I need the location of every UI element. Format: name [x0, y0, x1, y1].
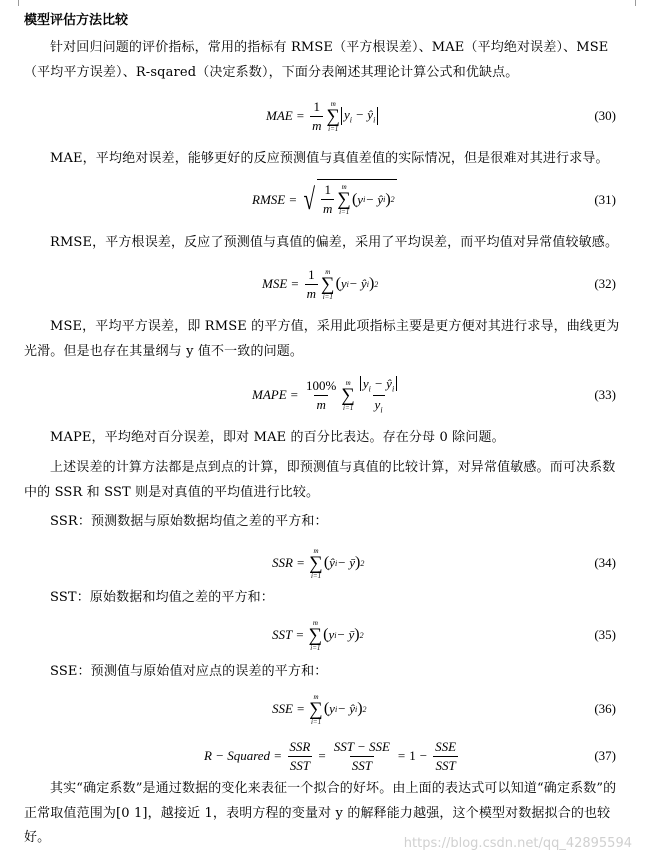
equation-sst: SST = m ∑ i=1 ( y i − ȳ ) 2 (35) — [272, 618, 616, 652]
eq-number-34: (34) — [594, 555, 616, 570]
sse-label: SSE：预测值与原始值对应点的误差的平方和： — [50, 664, 328, 679]
intro-paragraph: 针对回归问题的评价指标，常用的指标有 RMSE（平方根误差）、MAE（平均绝对误差）、MSE（平均平方误差）、R-sqared（决定系数），下面分表阐述其理论计算公式和优缺点。 — [24, 40, 609, 80]
eq-mse-lhs: MSE — [262, 276, 288, 291]
equation-mae: MAE = $\frac{1}{m}$ m ∑ i=1 $y_i$ − $ŷ_i$ (30) — [266, 98, 616, 133]
equation-rmse: RMSE = √ $\frac{1}{m}$ m ∑ i=1 ( y i − ŷ i ) 2 (31) — [0, 180, 646, 220]
page-frame-top — [0, 0, 646, 6]
eq-number-33: (33) — [594, 387, 616, 402]
eq-r2-lhs: R − Squared — [204, 748, 271, 763]
csdn-watermark: https://blog.csdn.net/qq_42895594 — [403, 836, 632, 851]
eq-mape-lhs: MAPE — [252, 387, 287, 402]
eq-number-31: (31) — [594, 192, 616, 207]
eq-rmse-lhs: RMSE — [252, 192, 286, 207]
sst-label: SST：原始数据和均值之差的平方和： — [50, 590, 274, 605]
equation-ssr: SSR = m ∑ i=1 ( ŷ i − ȳ ) 2 (34) — [272, 546, 616, 580]
rmse-paragraph: RMSE，平方根误差，反应了预测值与真值的偏差，采用了平均误差，而平均值对异常值较敏感。 — [50, 235, 619, 250]
eq-mae-lhs: MAE — [266, 108, 293, 123]
eq-mape-pct: 100% — [306, 377, 337, 393]
equation-sse: SSE = m ∑ i=1 ( y i − ŷ i ) 2 (36) — [272, 692, 616, 726]
equation-mape: MAPE = $\frac{100\%}{m}$ m ∑ i=1 $\frac{y_i - ŷ_i}{y_i}$ (33) — [252, 375, 616, 415]
final-paragraph: 其实“确定系数”是通过数据的变化来表征一个拟合的好坏。由上面的表达式可以知道“确定系数”的正常取值范围为[0 1]，越接近 1，表明方程的变量对 y 的解释能力越强，这个模型对数据拟合的也较好。 — [24, 781, 617, 845]
summary-paragraph: 上述误差的计算方法都是点到点的计算，即预测值与真值的比较计算，对异常值敏感。而可决系数中的 SSR 和 SST 则是对真值的平均值进行比较。 — [24, 460, 616, 500]
eq-number-35: (35) — [594, 627, 616, 642]
eq-ssr-lhs: SSR — [272, 555, 293, 570]
eq-number-30: (30) — [594, 108, 616, 123]
frame-corner-right — [635, 0, 636, 6]
ssr-label: SSR：预测数据与原始数据均值之差的平方和： — [50, 514, 328, 529]
mse-paragraph: MSE，平均平方误差，即 RMSE 的平方值，采用此项指标主要是更方便对其进行求导，曲线更为光滑。但是也存在其量纲与 y 值不一致的问题。 — [24, 319, 620, 359]
equation-mse: MSE = $\frac{1}{m}$ m ∑ i=1 ( y i − ŷ i ) 2 (32) — [262, 266, 616, 301]
eq-sse-lhs: SSE — [272, 701, 293, 716]
section-heading: 模型评估方法比较 — [24, 13, 129, 28]
mae-paragraph: MAE，平均绝对误差，能够更好的反应预测值与真值差值的实际情况，但是很难对其进行求导。 — [50, 151, 609, 166]
eq-number-37: (37) — [594, 748, 616, 763]
eq-sst-lhs: SST — [272, 627, 293, 642]
mape-paragraph: MAPE，平均绝对百分误差，即对 MAE 的百分比表达。存在分母 0 除问题。 — [50, 430, 505, 445]
eq-number-32: (32) — [594, 276, 616, 291]
equation-r-squared: R − Squared = $\frac{\text{SSR}}{\text{SST}}$ = $\frac{\text{SST − SSE}}{\text{SST}}$ = 1 − $\frac{\text{SSE}}{\text{SST}}$ (37) — [204, 738, 616, 773]
eq-number-36: (36) — [594, 701, 616, 716]
frame-corner-left — [0, 0, 19, 6]
